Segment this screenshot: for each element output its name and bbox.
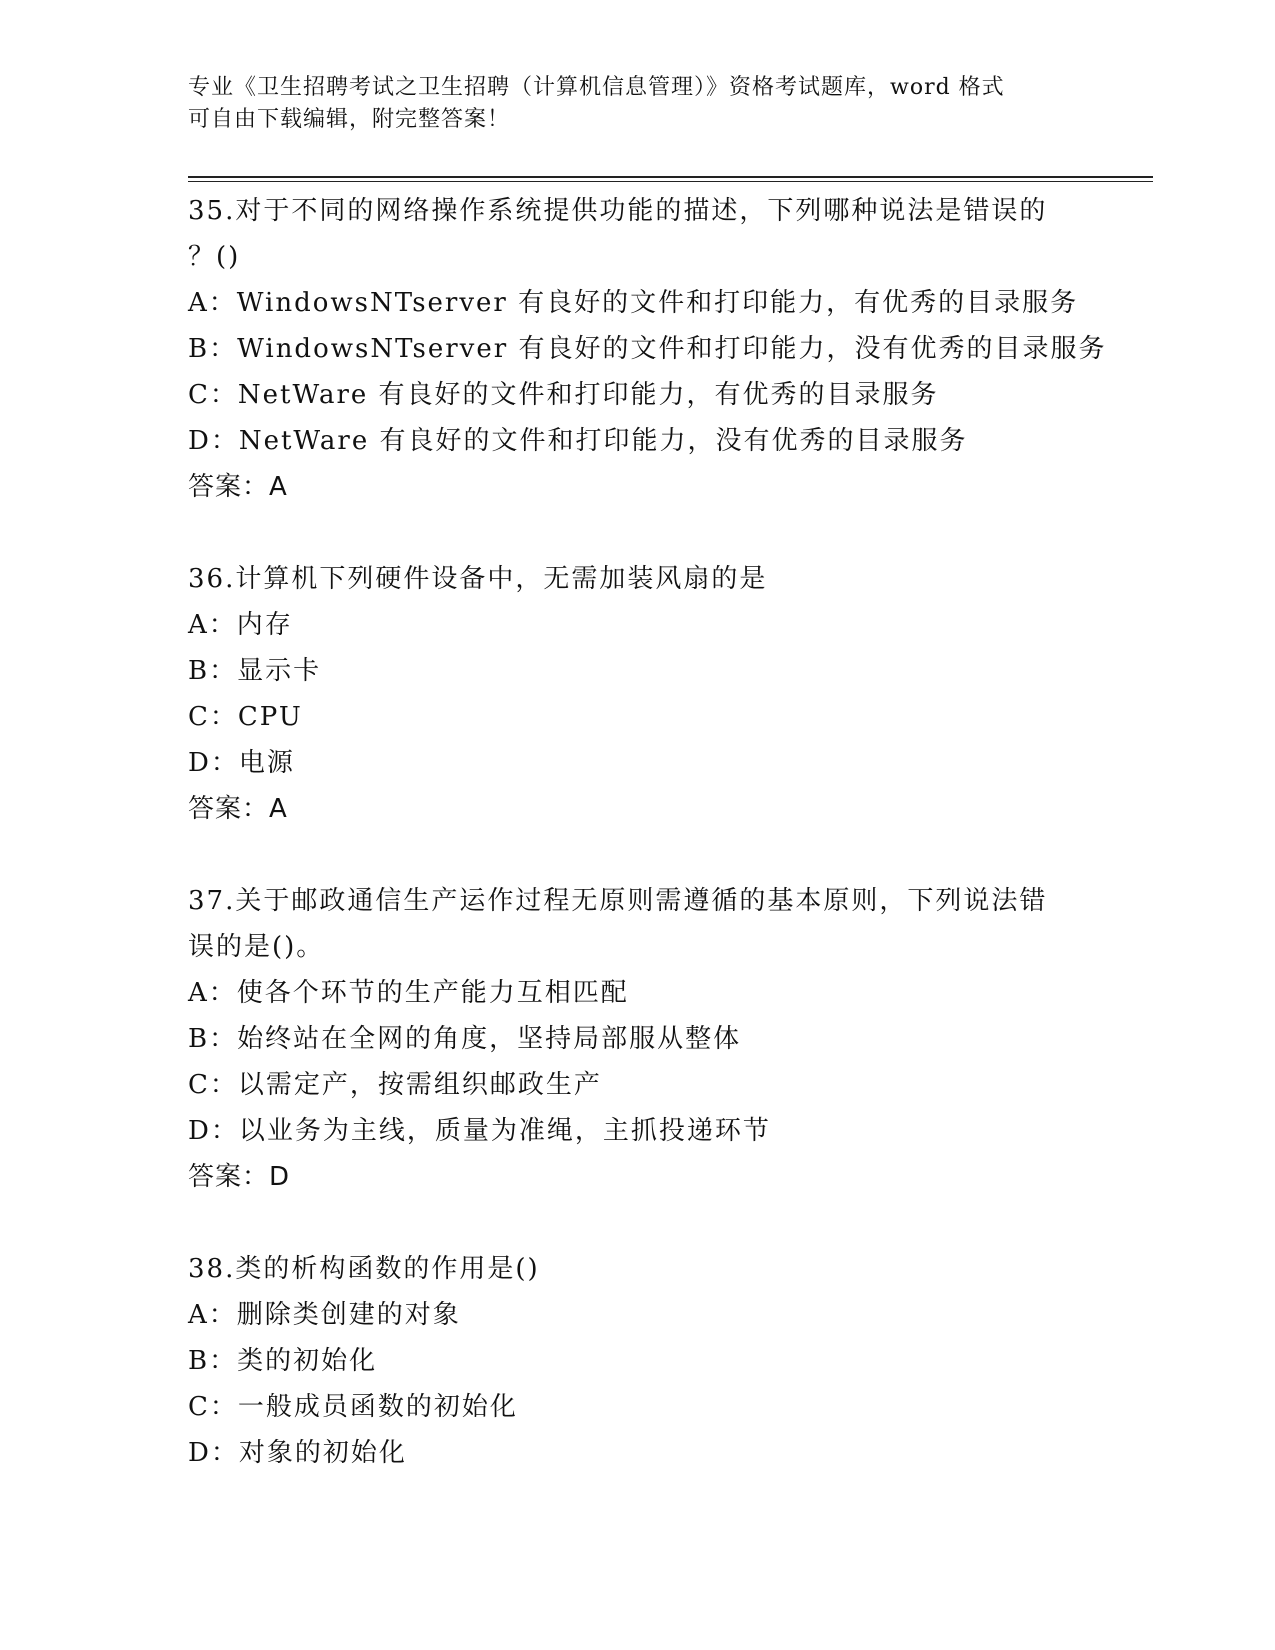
question-spacer <box>188 510 1088 556</box>
answer-line: 答案：A <box>188 794 288 824</box>
header-line-1: 专业《卫生招聘考试之卫生招聘（计算机信息管理）》资格考试题库，word 格式 <box>188 75 1005 100</box>
option-b: B：WindowsNTserver 有良好的文件和打印能力，没有优秀的目录服务 <box>188 334 1107 364</box>
option-d: D：对象的初始化 <box>188 1438 407 1468</box>
question-stem-line: 38.类的析构函数的作用是() <box>188 1254 540 1284</box>
option-d: D：NetWare 有良好的文件和打印能力，没有优秀的目录服务 <box>188 426 968 456</box>
question-stem-line: 36.计算机下列硬件设备中，无需加装风扇的是 <box>188 564 768 594</box>
question-stem-line: 37.关于邮政通信生产运作过程无原则需遵循的基本原则，下列说法错 <box>188 886 1048 916</box>
option-b: B：类的初始化 <box>188 1346 378 1376</box>
header-divider-thick <box>188 176 1153 178</box>
document-header <box>188 72 1088 136</box>
option-c: C：以需定产，按需组织邮政生产 <box>188 1070 602 1100</box>
question-38 <box>188 1246 1088 1476</box>
question-36 <box>188 556 1088 832</box>
option-b: B：始终站在全网的角度，坚持局部服从整体 <box>188 1024 742 1054</box>
answer-line: 答案：D <box>188 1162 291 1192</box>
question-stem-line: 误的是()。 <box>188 932 325 962</box>
question-stem-line: 35.对于不同的网络操作系统提供功能的描述，下列哪种说法是错误的 <box>188 196 1048 226</box>
question-list <box>188 188 1107 1476</box>
option-d: D：电源 <box>188 748 295 778</box>
header-line-2: 可自由下载编辑，附完整答案！ <box>188 107 511 132</box>
option-a: A：WindowsNTserver 有良好的文件和打印能力，有优秀的目录服务 <box>188 288 1079 318</box>
option-d: D：以业务为主线，质量为准绳，主抓投递环节 <box>188 1116 771 1146</box>
question-35 <box>188 188 1107 510</box>
question-37 <box>188 878 1088 1200</box>
option-c: C：一般成员函数的初始化 <box>188 1392 518 1422</box>
header-divider-thin <box>188 181 1153 182</box>
option-c: C：NetWare 有良好的文件和打印能力，有优秀的目录服务 <box>188 380 939 410</box>
question-stem-line: ？() <box>188 242 241 272</box>
option-b: B：显示卡 <box>188 656 322 686</box>
answer-line: 答案：A <box>188 472 288 502</box>
option-a: A：内存 <box>188 610 293 640</box>
question-spacer <box>188 832 1088 878</box>
question-spacer <box>188 1200 1088 1246</box>
option-a: A：删除类创建的对象 <box>188 1300 461 1330</box>
option-a: A：使各个环节的生产能力互相匹配 <box>188 978 629 1008</box>
option-c: C：CPU <box>188 702 303 732</box>
